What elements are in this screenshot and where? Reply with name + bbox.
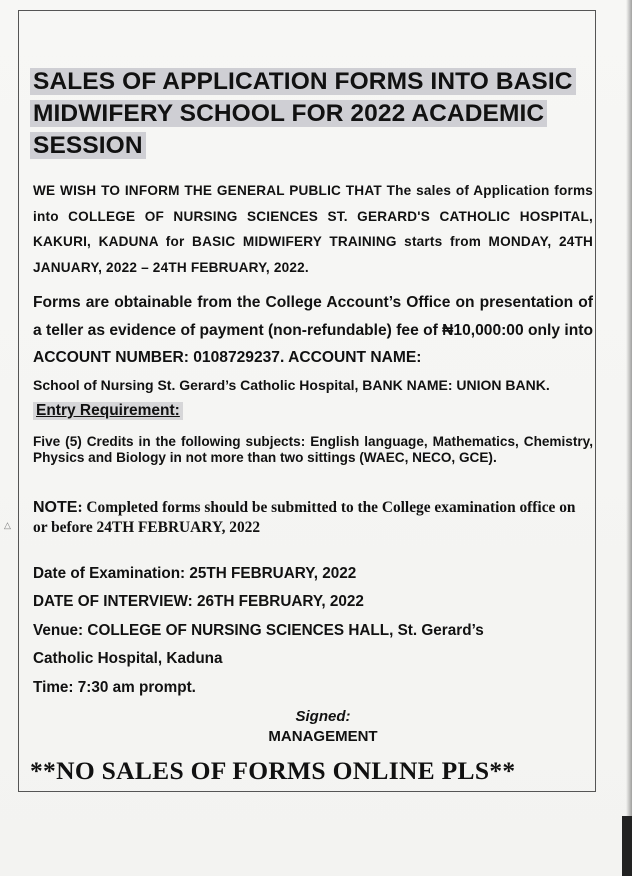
payment-paragraph (33, 289, 593, 399)
heading-line-2: MIDWIFERY SCHOOL FOR 2022 ACADEMIC (30, 100, 547, 127)
note-paragraph (33, 498, 593, 538)
heading-line-1: SALES OF APPLICATION FORMS INTO BASIC (30, 68, 576, 95)
note-label: NOTE (33, 499, 78, 516)
scan-corner-shadow (622, 816, 632, 876)
heading-line-3: SESSION (30, 132, 146, 159)
account-name-text: School of Nursing St. Gerard’s Catholic Hospital, BANK NAME: UNION BANK. (33, 376, 550, 393)
payment-text: Forms are obtainable from the College Account’s Office on presentation of a teller as evidence of payment (non-refundable) fee of ₦10,000:00 only into ACCOUNT NUMBER: 0108729237. ACCOUNT NAME: (33, 294, 593, 366)
venue-line-2: Catholic Hospital, Kaduna (33, 650, 223, 667)
signed-label: Signed: (295, 708, 351, 725)
scan-edge-shadow (626, 0, 632, 876)
exam-time: Time: 7:30 am prompt. (33, 679, 196, 696)
entry-requirement-text: Five (5) Credits in the following subjects: English language, Mathematics, Chemistry, Physics and Biology in not more than two sittings (WAEC, NECO, GCE). (33, 434, 593, 465)
entry-requirement-heading: Entry Requirement: (33, 402, 183, 420)
document-heading (30, 66, 600, 162)
interview-date: DATE OF INTERVIEW: 26TH FEBRUARY, 2022 (33, 593, 364, 610)
no-online-sales-notice: **NO SALES OF FORMS ONLINE PLS** (30, 756, 516, 785)
exam-date: Date of Examination: 25TH FEBRUARY, 2022 (33, 565, 357, 582)
note-text: : Completed forms should be submitted to the College examination office on or before 24TH FEBRUARY, 2022 (33, 499, 576, 536)
intro-paragraph: WE WISH TO INFORM THE GENERAL PUBLIC THAT The sales of Application forms into COLLEGE OF NURSING SCIENCES ST. GERARD'S CATHOLIC HOSPITAL, KAKURI, KADUNA for BASIC MIDWIFERY TRAINING starts from MONDAY, 24TH JANUARY, 2022 – 24TH FEBRUARY, 2022. (33, 183, 593, 275)
venue-line-1: Venue: COLLEGE OF NURSING SCIENCES HALL, St. Gerard’s (33, 622, 484, 639)
signatory: MANAGEMENT (268, 728, 378, 745)
margin-mark-icon: △ (4, 520, 11, 530)
